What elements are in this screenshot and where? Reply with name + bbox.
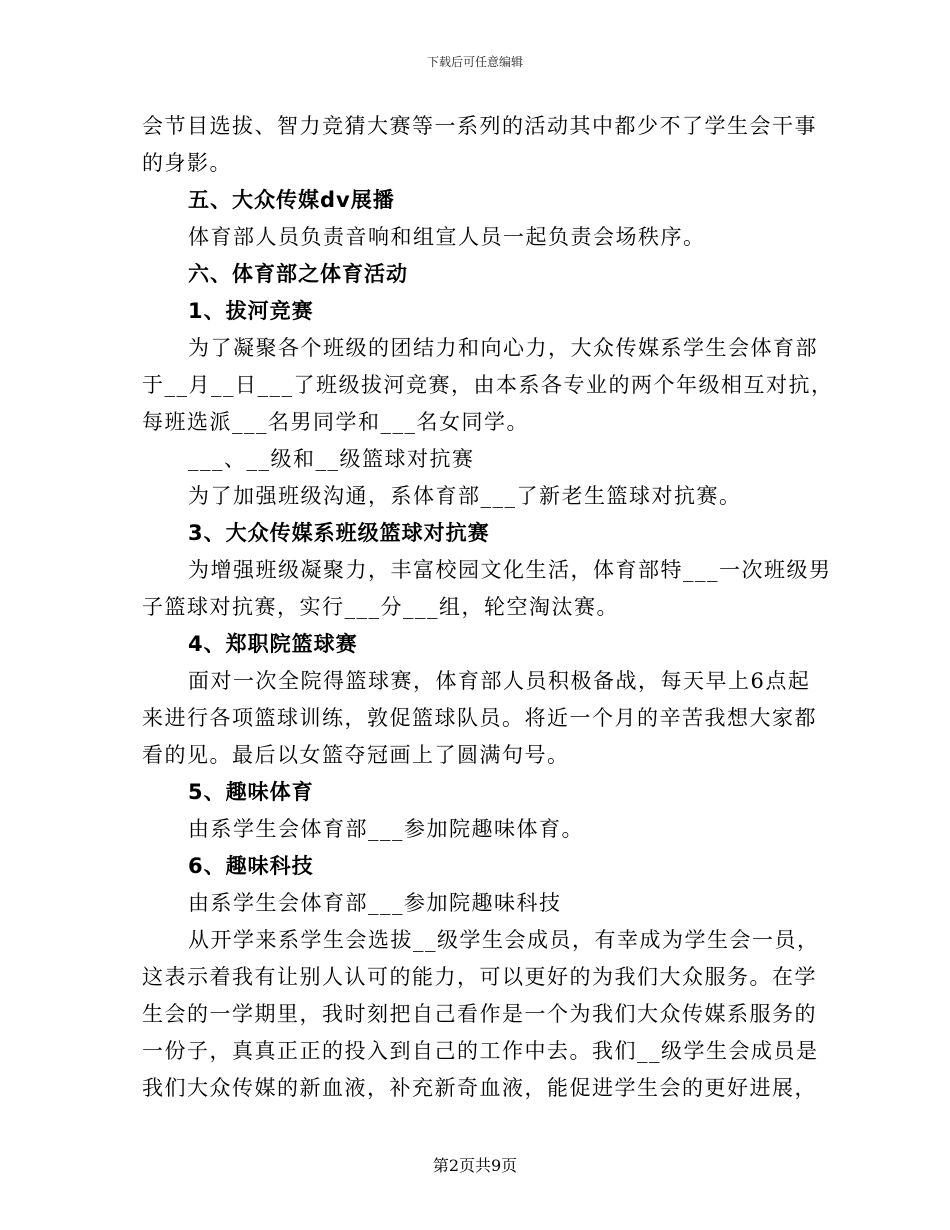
section-heading: 3、大众传媒系班级篮球对抗赛 xyxy=(188,521,490,545)
text-line: 由系学生会体育部___参加院趣味科技 xyxy=(188,891,562,915)
text-line: 来进行各项篮球训练，敦促篮球队员。将近一个月的辛苦我想大家都 xyxy=(142,706,817,730)
section-heading: 五、大众传媒dv展播 xyxy=(188,188,395,212)
text-line: 从开学来系学生会选拔__级学生会成员，有幸成为学生会一员， xyxy=(188,928,820,952)
text-line: 于__月__日___了班级拔河竞赛，由本系各专业的两个年级相互对抗， xyxy=(142,373,834,397)
text-line: 一份子，真真正正的投入到自己的工作中去。我们__级学生会成员是 xyxy=(142,1039,819,1063)
section-heading: 5、趣味体育 xyxy=(188,780,314,804)
text-line: 为增强班级凝聚力，丰富校园文化生活，体育部特___一次班级男 xyxy=(188,558,832,582)
text-line: 子篮球对抗赛，实行___分___组，轮空淘汰赛。 xyxy=(142,595,619,619)
text-line: 这表示着我有让别人认可的能力，可以更好的为我们大众服务。在学 xyxy=(142,965,817,989)
text-line: 的身影。 xyxy=(142,151,232,175)
section-heading: 六、体育部之体育活动 xyxy=(188,262,408,286)
section-heading: 4、郑职院篮球赛 xyxy=(188,632,358,656)
text-line: ___、__级和__级篮球对抗赛 xyxy=(188,447,475,471)
text-line: 为了加强班级沟通，系体育部___了新老生篮球对抗赛。 xyxy=(188,484,742,508)
text-line: 看的见。最后以女篮夺冠画上了圆满句号。 xyxy=(142,743,570,767)
text-line: 我们大众传媒的新血液，补充新奇血液，能促进学生会的更好进展， xyxy=(142,1076,817,1100)
text-line: 生会的一学期里，我时刻把自己看作是一个为我们大众传媒系服务的 xyxy=(142,1002,817,1026)
text-line: 面对一次全院得篮球赛，体育部人员积极备战，每天早上6点起 xyxy=(188,669,811,693)
text-line: 体育部人员负责音响和组宣人员一起负责会场秩序。 xyxy=(188,225,706,249)
document-body xyxy=(142,108,834,1107)
text-line: 由系学生会体育部___参加院趣味体育。 xyxy=(188,817,584,841)
section-heading: 1、拔河竞赛 xyxy=(188,299,314,323)
text-line: 每班选派___名男同学和___名女同学。 xyxy=(142,410,529,434)
section-heading: 6、趣味科技 xyxy=(188,854,314,878)
page-header: 下载后可任意编辑 xyxy=(426,55,523,69)
page-footer: 第2页共9页 xyxy=(432,1156,518,1175)
text-line: 会节目选拔、智力竞猜大赛等一系列的活动其中都少不了学生会干事 xyxy=(142,114,817,138)
text-line: 为了凝聚各个班级的团结力和向心力，大众传媒系学生会体育部 xyxy=(188,336,818,360)
